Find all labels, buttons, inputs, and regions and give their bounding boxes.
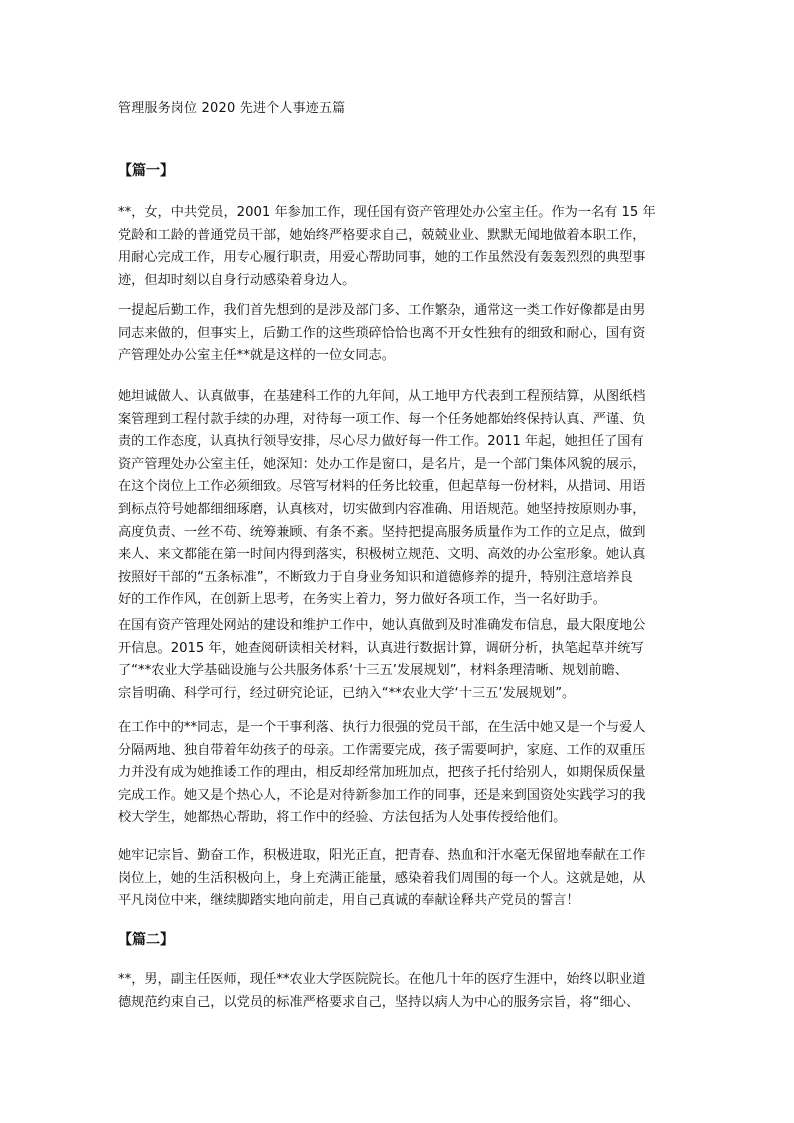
paragraph-line: 同志来做的，但事实上，后勤工作的这些琐碎恰恰也离不开女性独有的细致和耐心，国有资 <box>118 325 646 341</box>
paragraph-line: 开信息。2015 年，她查阅研读相关材料，认真进行数据计算，调研分析，执笔起草并统写 <box>118 640 644 656</box>
paragraph-line: 按照好干部的“五条标准”，不断致力于自身业务知识和道德修养的提升，特别注意培养良 <box>118 569 633 585</box>
paragraph <box>118 615 678 705</box>
paragraph-line: 案管理到工程付款手续的办理，对待每一项工作、每一个任务她都始终保持认真、严谨、负 <box>118 411 646 427</box>
paragraph-line: 党龄和工龄的普通党员干部，她始终严格要求自己，兢兢业业、默默无闻地做着本职工作， <box>118 227 646 243</box>
paragraph-line: 资产管理处办公室主任，她深知：处办工作是窗口，是名片，是一个部门集体风貌的展示， <box>118 456 646 472</box>
section-heading-2: 【篇二】 <box>118 932 174 948</box>
paragraph-line: 到标点符号她都细细琢磨，认真核对，切实做到内容准确、用语规范。她坚持按原则办事， <box>118 501 646 517</box>
paragraph-line: 岗位上，她的生活积极向上，身上充满正能量，感染着我们周围的每一个人。这就是她，从 <box>118 870 646 886</box>
paragraph <box>118 845 678 913</box>
paragraph-line: 校大学生，她都热心帮助，将工作中的经验、方法包括为人处事传授给他们。 <box>118 810 567 826</box>
paragraph-line: 了“**农业大学基础设施与公共服务体系‘十三五’发展规划”，材料条理清晰、规划前瞻、 <box>118 663 628 679</box>
paragraph-line: 产管理处办公室主任**就是这样的一位女同志。 <box>118 348 395 364</box>
paragraph-line: 在这个岗位上工作必须细致。尽管写材料的任务比较重，但起草每一份材料，从措词、用语 <box>118 479 646 495</box>
paragraph-line: 责的工作态度，认真执行领导安排，尽心尽力做好每一件工作。2011 年起，她担任了国有 <box>118 434 644 450</box>
paragraph-line: 力并没有成为她推诿工作的理由，相反却经常加班加点，把孩子托付给别人，如期保质保量 <box>118 765 646 781</box>
paragraph-line: 高度负责、一丝不苟、统筹兼顾、有条不紊。坚持把提高服务质量作为工作的立足点，做到 <box>118 524 646 540</box>
paragraph-line: 在国有资产管理处网站的建设和维护工作中，她认真做到及时准确发布信息，最大限度地公 <box>118 618 646 633</box>
paragraph <box>118 300 678 368</box>
paragraph-line: 好的工作作风，在创新上思考，在务实上着力，努力做好各项工作，当一名好助手。 <box>118 592 606 608</box>
paragraph-line: 完成工作。她又是个热心人，不论是对待新参加工作的同事，还是来到国资处实践学习的我 <box>118 787 646 803</box>
paragraph-line: 来人、来文都能在第一时间内得到落实，积极树立规范、文明、高效的办公室形象。她认真 <box>118 547 646 563</box>
paragraph-line: 平凡岗位中来，继续脚踏实地向前走，用自己真诚的奉献诠释共产党员的誓言！ <box>118 893 580 909</box>
paragraph <box>118 717 678 830</box>
paragraph <box>118 969 678 1014</box>
paragraph-line: **，女，中共党员，2001 年参加工作，现任国有资产管理处办公室主任。作为一名有 15 年 <box>118 205 656 220</box>
paragraph-line: 在工作中的**同志，是一个干事利落、执行力很强的党员干部，在生活中她又是一个与爱人 <box>118 720 646 735</box>
section-heading-1: 【篇一】 <box>118 163 174 179</box>
paragraph-line: 迹，但却时刻以自身行动感染着身边人。 <box>118 272 356 288</box>
paragraph-line: 德规范约束自己，以党员的标准严格要求自己，坚持以病人为中心的服务宗旨，将“细心、 <box>118 994 640 1010</box>
paragraph-line: 一提起后勤工作，我们首先想到的是涉及部门多、工作繁杂，通常这一类工作好像都是由男 <box>118 303 646 318</box>
paragraph-line: 用耐心完成工作，用专心履行职责，用爱心帮助同事，她的工作虽然没有轰轰烈烈的典型事 <box>118 250 646 266</box>
paragraph-line: 她坦诚做人、认真做事，在基建科工作的九年间，从工地甲方代表到工程预结算，从图纸档 <box>118 389 646 404</box>
paragraph-line: 宗旨明确、科学可行，经过研究论证，已纳入“**农业大学‘十三五’发展规划”。 <box>118 685 576 701</box>
paragraph-line: 分隔两地、独自带着年幼孩子的母亲。工作需要完成，孩子需要呵护，家庭、工作的双重压 <box>118 742 646 758</box>
paragraph <box>118 202 678 292</box>
paragraph <box>118 386 678 612</box>
paragraph-line: **，男，副主任医师，现任**农业大学医院院长。在他几十年的医疗生涯中，始终以职业道 <box>118 972 646 987</box>
paragraph-line: 她牢记宗旨、勤奋工作，积极进取，阳光正直，把青春、热血和汗水毫无保留地奉献在工作 <box>118 848 646 863</box>
document-title: 管理服务岗位 2020 先进个人事迹五篇 <box>118 101 346 116</box>
